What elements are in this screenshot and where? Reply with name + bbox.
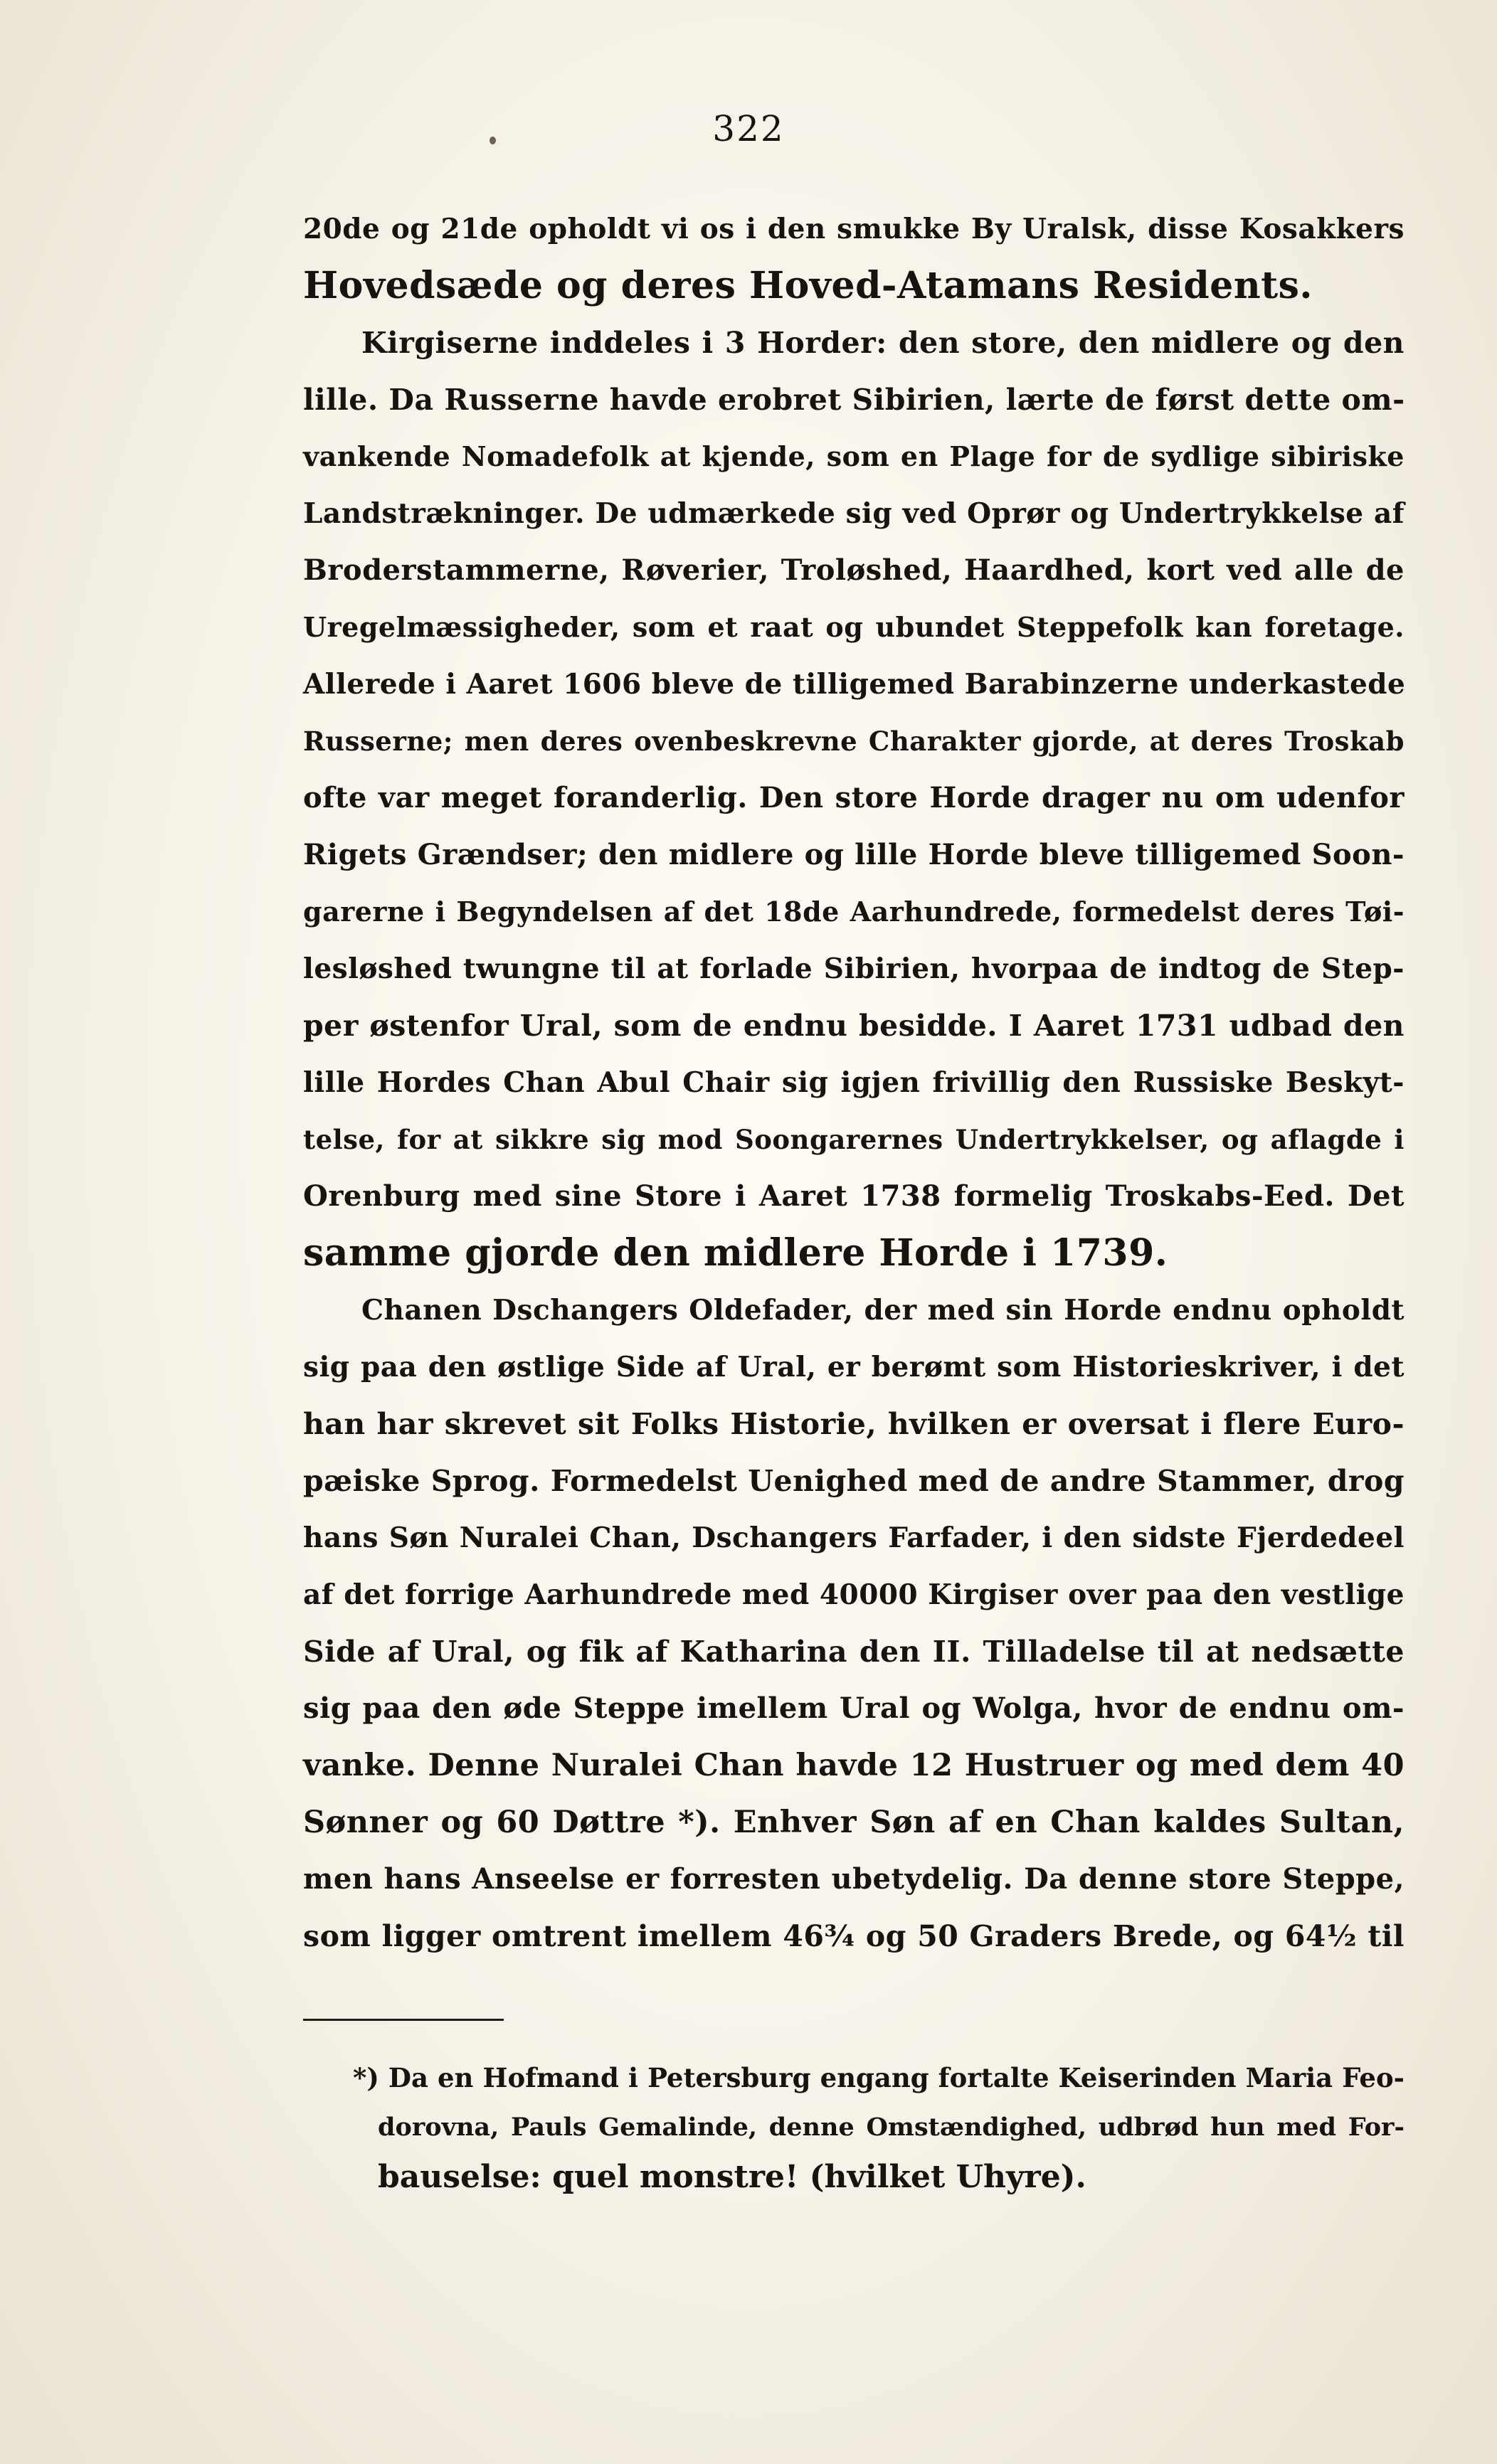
text-line: sig paa den øde Steppe imellem Ural og Wolga, hvor de endnu om- xyxy=(303,1692,1405,1725)
text-line: samme gjorde den midlere Horde i 1739. xyxy=(303,1231,1168,1275)
text-line: Side af Ural, og fik af Katharina den II. Tilladelse til at nedsætte xyxy=(303,1635,1405,1669)
text-line: Allerede i Aaret 1606 bleve de tilligemed Barabinzerne underkastede xyxy=(303,668,1406,701)
text-line: ofte var meget foranderlig. Den store Horde drager nu om udenfor xyxy=(303,781,1405,814)
text-line: Sønner og 60 Døttre *). Enhver Søn af en Chan kaldes Sultan, xyxy=(303,1805,1405,1840)
text-line: lille. Da Russerne havde erobret Sibirien, lærte de først dette om- xyxy=(303,383,1405,417)
text-line: lille Hordes Chan Abul Chair sig igjen frivillig den Russiske Beskyt- xyxy=(303,1066,1405,1099)
text-line: vankende Nomadefolk at kjende, som en Plage for de sydlige sibiriske xyxy=(303,440,1405,472)
text-line: Uregelmæssigheder, som et raat og ubundet Steppefolk kan foretage. xyxy=(303,611,1405,643)
footnote-line: dorovna, Pauls Gemalinde, denne Omstændighed, udbrød hun med For- xyxy=(378,2113,1405,2142)
text-line: Chanen Dschangers Oldefader, der med sin Horde endnu opholdt xyxy=(361,1294,1405,1327)
footnote-line: bauselse: quel monstre! (hvilket Uhyre). xyxy=(378,2159,1086,2195)
page-number: 322 xyxy=(712,108,785,149)
body-text xyxy=(303,201,1405,1965)
footnote-divider xyxy=(303,2019,504,2021)
text-line: han har skrevet sit Folks Historie, hvilken er oversat i flere Euro- xyxy=(303,1407,1405,1441)
text-line: pæiske Sprog. Formedelst Uenighed med de andre Stammer, drog xyxy=(303,1464,1405,1498)
text-line: men hans Anseelse er forresten ubetydelig. Da denne store Steppe, xyxy=(303,1862,1405,1896)
text-line: vanke. Denne Nuralei Chan havde 12 Hustruer og med dem 40 xyxy=(303,1748,1405,1783)
text-line: Russerne; men deres ovenbeskrevne Charakter gjorde, at deres Troskab xyxy=(303,726,1405,757)
text-line: Hovedsæde og deres Hoved-Atamans Residents. xyxy=(303,264,1313,307)
text-line: Landstrækninger. De udmærkede sig ved Oprør og Undertrykkelse af xyxy=(303,497,1405,530)
text-line: hans Søn Nuralei Chan, Dschangers Farfader, i den sidste Fjerdedeel xyxy=(303,1522,1405,1554)
text-line: Kirgiserne inddeles i 3 Horder: den store, den midlere og den xyxy=(361,326,1405,360)
text-line: lesløshed twungne til at forlade Sibirien, hvorpaa de indtog de Step- xyxy=(303,952,1405,985)
text-line: sig paa den østlige Side af Ural, er berømt som Historieskriver, i det xyxy=(303,1351,1405,1384)
text-line: Orenburg med sine Store i Aaret 1738 formelig Troskabs-Eed. Det xyxy=(303,1179,1405,1213)
text-line: af det forrige Aarhundrede med 40000 Kirgiser over paa den vestlige xyxy=(303,1578,1405,1611)
footnote-line: *) Da en Hofmand i Petersburg engang fortalte Keiserinden Maria Feo- xyxy=(353,2062,1405,2093)
text-line: telse, for at sikkre sig mod Soongarernes Undertrykkelser, og aflagde i xyxy=(303,1124,1405,1155)
text-line: 20de og 21de opholdt vi os i den smukke By Uralsk, disse Kosakkers xyxy=(303,213,1405,245)
text-line: garerne i Begyndelsen af det 18de Aarhundrede, formedelst deres Tøi- xyxy=(303,896,1405,928)
footnote xyxy=(303,2053,1405,2202)
text-line: per østenfor Ural, som de endnu besidde. I Aaret 1731 udbad den xyxy=(303,1009,1405,1043)
text-line: Broderstammerne, Røverier, Troløshed, Haardhed, kort ved alle de xyxy=(303,553,1405,587)
text-line: Rigets Grændser; den midlere og lille Horde bleve tilligemed Soon- xyxy=(303,838,1405,871)
text-line: som ligger omtrent imellem 46¾ og 50 Graders Brede, og 64½ til xyxy=(303,1919,1405,1953)
